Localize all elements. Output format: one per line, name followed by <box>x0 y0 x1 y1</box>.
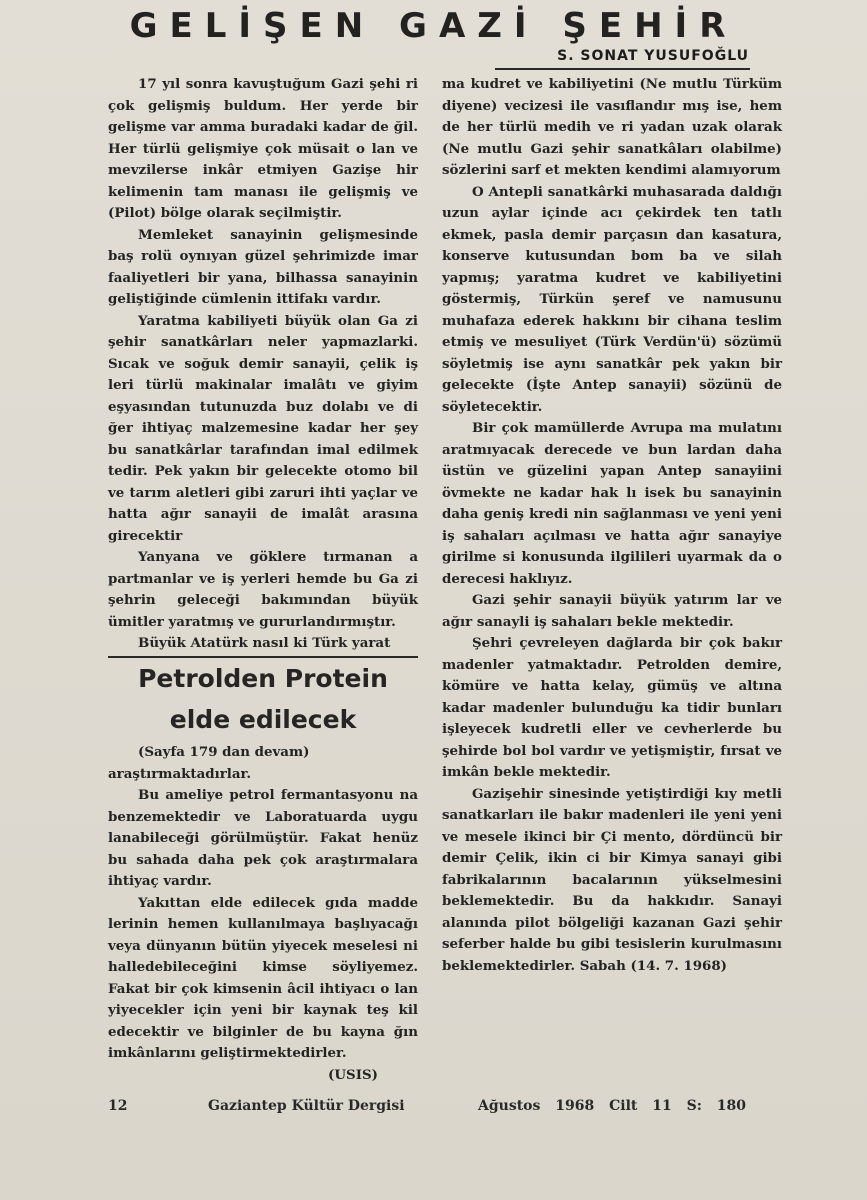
page-number: 12 <box>108 1098 128 1114</box>
paragraph: Memleket sanayinin gelişmesinde baş rolü oynıyan güzel şehrimizde imar faaliyetleri bir yana, bilhassa sanayinin geliştiğinde cümlenin ittifakı vardır. <box>108 226 418 307</box>
source-credit: (USIS) <box>328 1066 378 1083</box>
paragraph: araştırmaktadırlar. <box>108 765 252 782</box>
paragraph: Gazi şehir sanayii büyük yatırım lar ve ağır sanayli iş sahaları bekle mektedir. <box>442 592 782 630</box>
article-author: S. SONAT YUSUFOĞLU <box>557 48 749 64</box>
left-column <box>108 74 418 655</box>
paragraph: Bir çok mamüllerde Avrupa ma mulatını aratmıyacak derecede ve bun lardan daha üstün ve güzelini yapan Antep sanayiini övmekte ne kadar hak lı isek bu sanayinin daha geniş kredi nin sağlanması ve yeni yeni iş sahaları açılması ve hatta ağır sanayiye girilme si konusunda ilgilileri uyarmak da o derecesi haklıyız. <box>442 420 782 587</box>
author-underline <box>495 68 750 70</box>
article-title: GELİŞEN GAZİ ŞEHİR <box>129 6 738 46</box>
petrol-article-body <box>108 742 418 1086</box>
paragraph: Yanyana ve göklere tırmanan a partmanlar ve iş yerleri hemde bu Ga zi şehrin geleceği bakımından büyük ümitler yaratmış ve gururlandırmıştır. <box>108 549 418 630</box>
paragraph: Gazişehir sinesinde yetiştirdiği kıy metli sanatkarları ile bakır madenleri ile yeni yeni ve mesele ikinci bir Çi mento, dördüncü bir demir Çelik, ikin ci bir Kimya sanayi gibi fabrikalarının bacalarının yükselmesini beklemektedir. Bu da hakkıdır. Sanayi alanında pilot bölgeliği kazanan Gazi şehir seferber halde bu gibi tesislerin kurulmasını beklemektedirler. Sabah (14. 7. 1968) <box>442 785 782 974</box>
paragraph: O Antepli sanatkârki muhasarada daldığı uzun aylar içinde acı çekirdek ten tatlı ekmek, pasla demir parçasın dan kasatura, konserve kutusundan bom ba ve silah yapmış; yaratma kudret ve kabiliyetini göstermiş, Türkün şeref ve namusunu muhafaza ederek hakkını bir cihana teslim etmiş ve mesuliyet (Türk Verdün'ü) sözümü söyletmiş ise aynı sanatkâr pek yakın bir gelecekte (İşte Antep sanayii) sözünü de söyletecektir. <box>442 183 782 415</box>
section-divider <box>108 656 418 658</box>
petrol-article-subtitle: elde edilecek <box>169 705 357 734</box>
right-column <box>442 74 782 977</box>
continued-note: (Sayfa 179 dan devam) <box>138 744 310 760</box>
petrol-article-title: Petrolden Protein <box>138 664 388 693</box>
paragraph: Büyük Atatürk nasıl ki Türk yarat <box>138 635 391 651</box>
paragraph: 17 yıl sonra kavuştuğum Gazi şehi ri çok gelişmiş buldum. Her yerde bir gelişme var amma buradaki kadar de ğil. Her türlü gelişmiye çok müsait o lan ve mevzilerse inkâr etmiyen Gazişe hir kelimenin tam manası ile gelişmiş ve (Pilot) bölge olarak seçilmiştir. <box>108 76 418 221</box>
issue-info: Ağustos 1968 Cilt 11 S: 180 <box>478 1098 746 1114</box>
paragraph: ma kudret ve kabiliyetini (Ne mutlu Türküm diyene) vecizesi ile vasıflandır mış ise, hem de her türlü medih ve ri yadan uzak olarak (Ne mutlu Gazi şehir sanatkâları olabilme) sözlerini sarf et mekten kendimi alamıyorum <box>442 76 782 178</box>
paragraph: Yakıttan elde edilecek gıda madde lerinin hemen kullanılmaya başlıyacağı veya dünyanın bütün yiyecek meselesi ni halledebileceğini kimse söyliyemez. Fakat bir çok kimsenin âcil ihtiyacı o lan yiyecekler için yeni bir kaynak teş kil edecektir ve bilginler de bu kayna ğın imkânlarını geliştirmektedirler. <box>108 894 418 1061</box>
paragraph: Yaratma kabiliyeti büyük olan Ga zi şehir sanatkârları neler yapmazlarki. Sıcak ve soğuk demir sanayii, çelik iş leri türlü makinalar imalâtı ve giyim eşyasından tutunuzda buz dolabı ve di ğer ihtiyaç malzemesine kadar her şey bu sanatkârlar tarafından imal edilmek tedir. Pek yakın bir gelecekte otomo bil ve tarım aletleri gibi zaruri ihti yaçlar ve hatta ağır sanayii de imalât arasına girecektir <box>108 312 418 544</box>
paragraph: Bu ameliye petrol fermantasyonu na benzemektedir ve Laboratuarda uygu lanabileceği görülmüştür. Fakat henüz bu sahada daha pek çok araştırmalara ihtiyaç vardır. <box>108 787 418 889</box>
paragraph: Şehri çevreleyen dağlarda bir çok bakır madenler yatmaktadır. Petrolden demire, kömüre ve hatta kelay, gümüş ve altına kadar madenler bulunduğu ka tidir bunları işleyecek kudretli eller ve cevherlerde bu şehirde bol bol vardır ve yetişmiştir, fırsat ve imkân bekle mektedir. <box>442 635 782 780</box>
journal-name: Gaziantep Kültür Dergisi <box>208 1098 405 1114</box>
